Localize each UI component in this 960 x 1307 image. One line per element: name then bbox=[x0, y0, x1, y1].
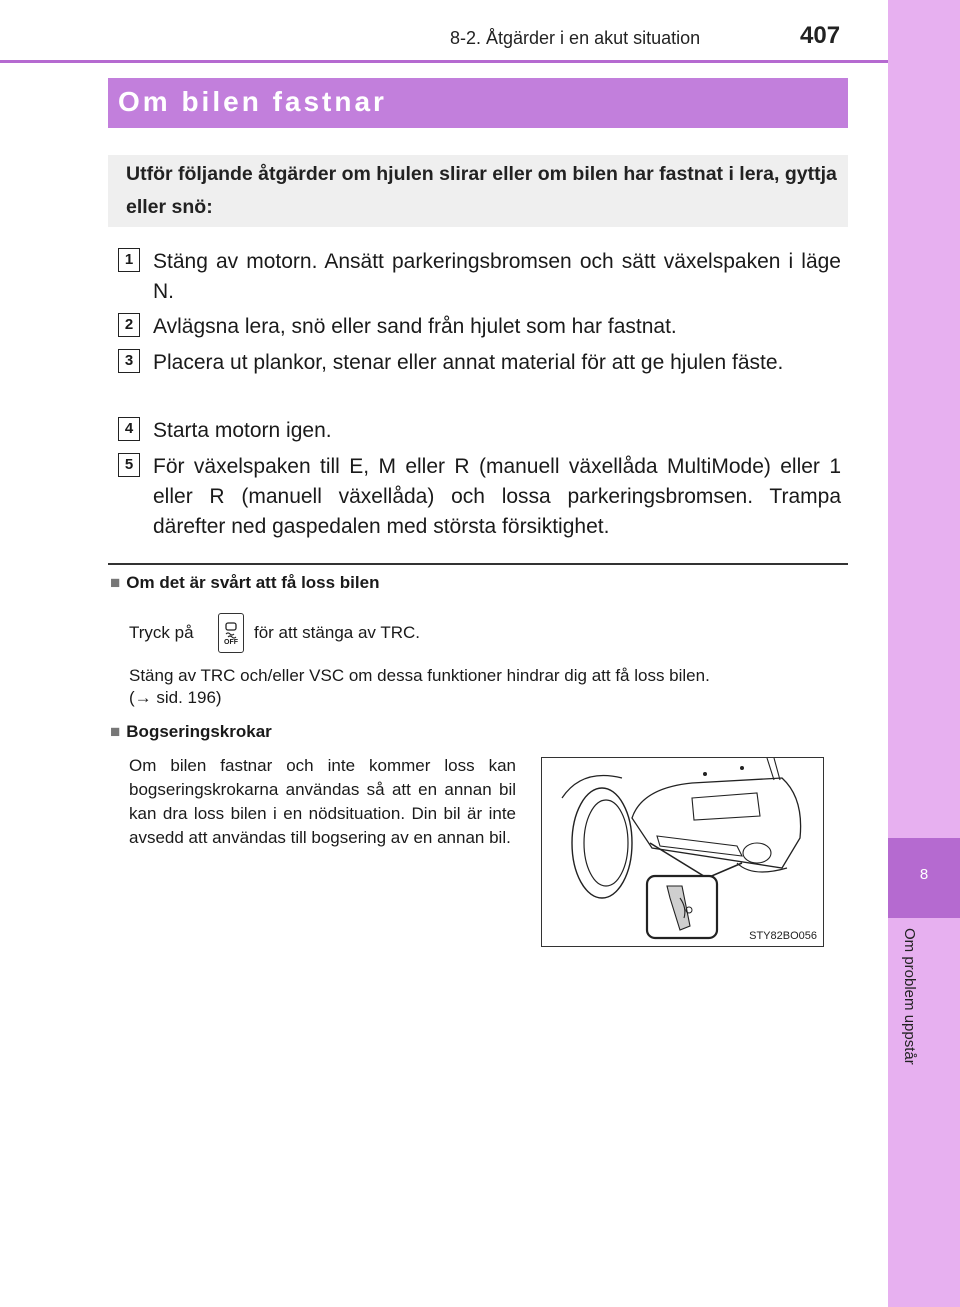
step-text: Avlägsna lera, snö eller sand från hjulet som har fastnat. bbox=[153, 315, 677, 338]
step-text: Starta motorn igen. bbox=[153, 419, 332, 442]
step-number: 5 bbox=[118, 453, 140, 477]
chapter-title: Om problem uppstår bbox=[901, 928, 918, 1065]
trc-off-label: OFF bbox=[224, 639, 238, 646]
step-text: För växelspaken till E, M eller R (manuell växellåda MultiMode) eller 1 eller R (manuell växellåda) och lossa parkeringsbromsen. Trampa därefter ned gaspedalen med största försiktighet. bbox=[153, 455, 841, 538]
trc-instruction-after: för att stänga av TRC. bbox=[254, 623, 420, 642]
step-number: 2 bbox=[118, 313, 140, 337]
intro-text: Utför följande åtgärder om hjulen slirar eller om bilen har fastnat i lera, gyttja eller snö: bbox=[126, 163, 837, 218]
trc-off-button-icon bbox=[218, 613, 244, 653]
header-rule bbox=[0, 60, 888, 63]
step-number: 3 bbox=[118, 349, 140, 373]
header-section-title: 8-2. Åtgärder i en akut situation bbox=[450, 28, 701, 48]
towing-hook-illustration bbox=[541, 757, 824, 947]
section-divider bbox=[108, 563, 848, 565]
step-number: 1 bbox=[118, 248, 140, 272]
chapter-number: 8 bbox=[919, 866, 929, 883]
square-bullet-icon: ■ bbox=[110, 573, 121, 592]
towing-hooks-text: Om bilen fastnar och inte kommer loss kan bogseringskrokarna användas så att en annan bil kan dra loss bilen i en nödsituation. Din bil är inte avsedd att användas till bogsering av en annan bil. bbox=[129, 756, 516, 847]
page-number: 407 bbox=[800, 22, 841, 49]
step-text: Placera ut plankor, stenar eller annat material för att ge hjulen fäste. bbox=[153, 351, 784, 374]
subheading-text: Om det är svårt att få loss bilen bbox=[126, 573, 380, 592]
figure-code: STY82BO056 bbox=[749, 930, 817, 942]
page-reference: (→ sid. 196) bbox=[129, 688, 222, 707]
subheading-hard-to-free bbox=[110, 573, 379, 593]
trc-instruction-before: Tryck på bbox=[129, 623, 194, 642]
car-rear-drawing bbox=[542, 758, 823, 946]
step-number: 4 bbox=[118, 417, 140, 441]
step-text: Stäng av motorn. Ansätt parkeringsbromsen och sätt växelspaken i läge N. bbox=[153, 250, 841, 303]
trc-vsc-note: Stäng av TRC och/eller VSC om dessa funktioner hindrar dig att få loss bilen. bbox=[129, 666, 710, 685]
subheading-text: Bogseringskrokar bbox=[126, 722, 272, 741]
subheading-towing-hooks bbox=[110, 722, 272, 742]
square-bullet-icon: ■ bbox=[110, 722, 121, 741]
page-title: Om bilen fastnar bbox=[118, 86, 387, 117]
